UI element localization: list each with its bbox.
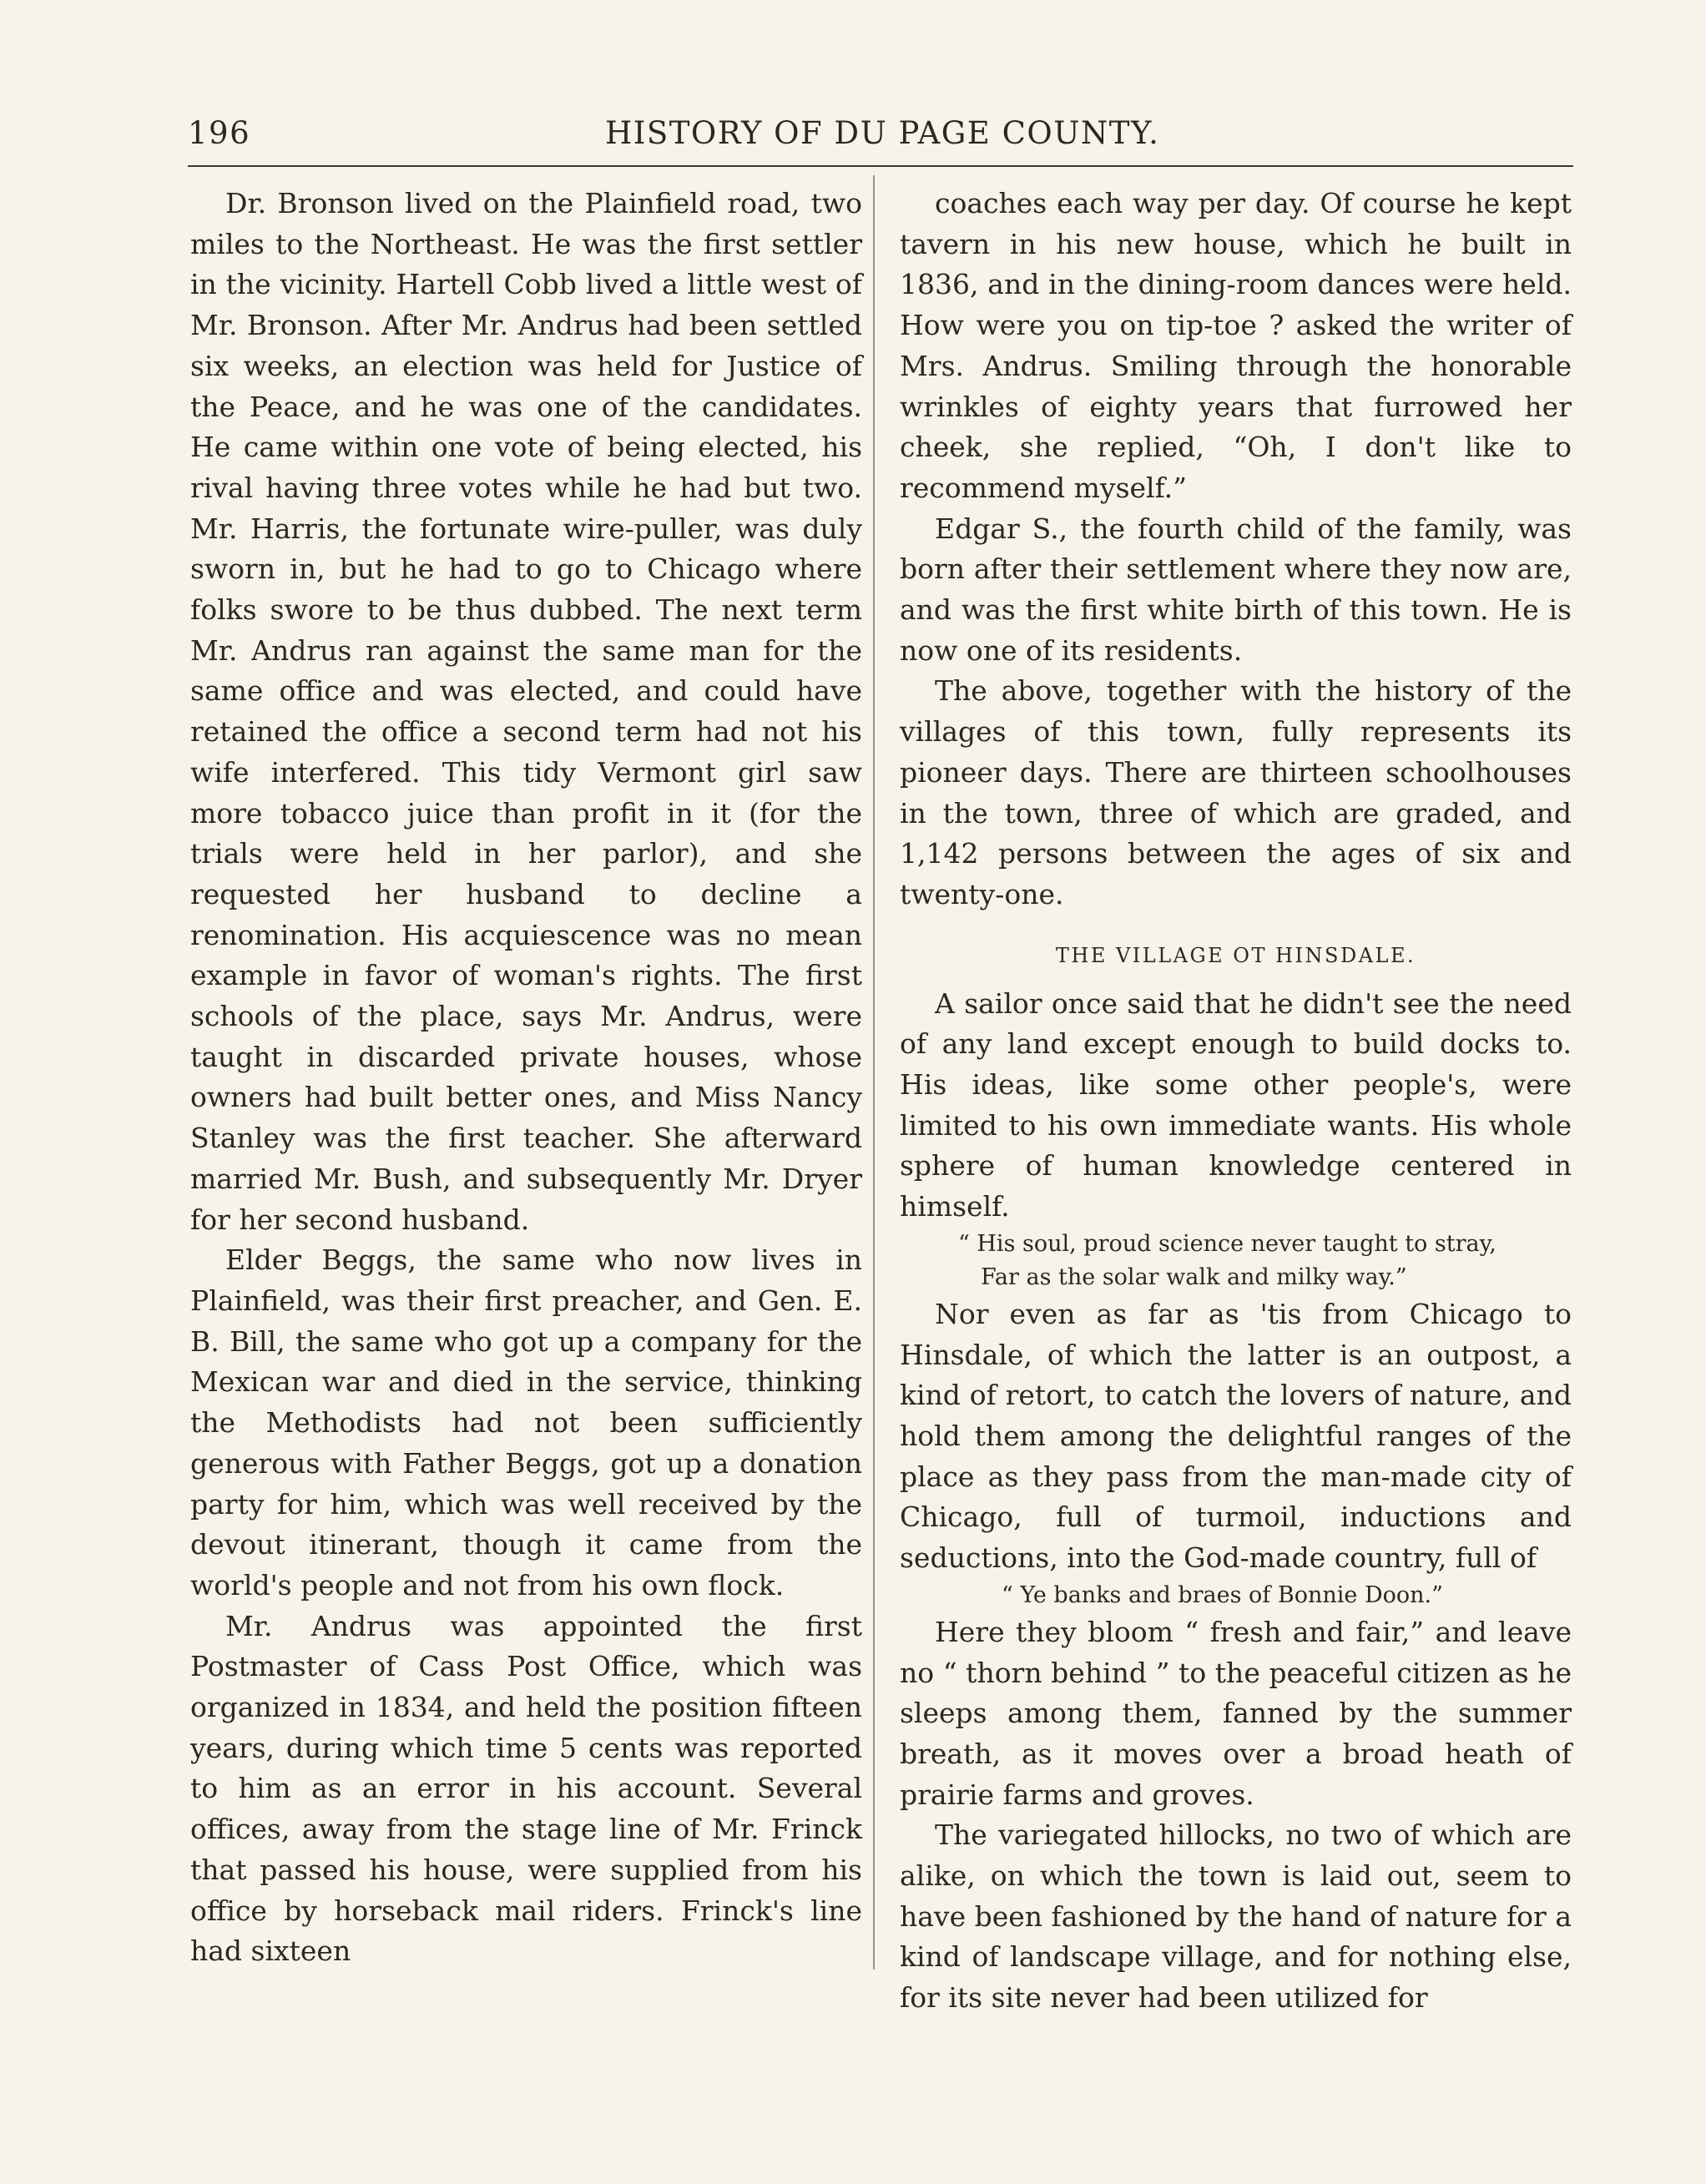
header-rule — [188, 165, 1573, 167]
verse-line: “ His soul, proud science never taught to stray, — [958, 1230, 1497, 1257]
running-head — [188, 113, 1573, 154]
paragraph: Edgar S., the fourth child of the family, was born after their settlement where they now are, and was the first white birth of this town. He is now one of its residents. — [900, 512, 1572, 667]
paragraph: A sailor once said that he didn't see the need of any land except enough to build docks to. His ideas, like some other people's, were limited to his own immediate wants. His whole sphere of human knowledge centered in himself. — [900, 986, 1572, 1223]
paragraph: The variegated hillocks, no two of which are alike, on which the town is laid out, seem to have been fashioned by the hand of nature for a kind of landscape village, and for nothing else, for its site never had been utilized for — [900, 1818, 1572, 2015]
running-title: HISTORY OF DU PAGE COUNTY. — [605, 115, 1160, 151]
verse-line: “ Ye banks and braes of Bonnie Doon.” — [1002, 1581, 1443, 1608]
left-column — [190, 184, 862, 1972]
section-heading: THE VILLAGE OT HINSDALE. — [1055, 943, 1416, 967]
page-number: 196 — [188, 115, 251, 151]
paragraph: Dr. Bronson lived on the Plainfield road, two miles to the Northeast. He was the first settler in the vicinity. Hartell Cobb lived a little west of Mr. Bronson. After Mr. Andrus had been settled six weeks, an election was held for Justice of the Peace, and he was one of the candidates. He came within one vote of being elected, his rival having three votes while he had but two. Mr. Harris, the fortunate wire-puller, was duly sworn in, but he had to go to Chicago where folks swore to be thus dubbed. The next term Mr. Andrus ran against the same man for the same office and was elected, and could have retained the office a second term had not his wife interfered. This tidy Vermont girl saw more tobacco juice than profit in it (for the trials were held in her parlor), and she requested her husband to decline a renomination. His acquiescence was no mean example in favor of woman's rights. The first schools of the place, says Mr. Andrus, were taught in discarded private houses, whose owners had built better ones, and Miss Nancy Stanley was the first teacher. She afterward married Mr. Bush, and subsequently Mr. Dryer for her second husband. — [190, 187, 862, 1236]
paragraph: Nor even as far as 'tis from Chicago to Hinsdale, of which the latter is an outpost, a kind of retort, to catch the lovers of nature, and hold them among the delightful ranges of the place as they pass from the man-made city of Chicago, full of turmoil, inductions and seductions, into the God-made country, full of — [900, 1297, 1572, 1575]
verse-line: Far as the solar walk and milky way.” — [981, 1263, 1407, 1290]
paragraph: Elder Beggs, the same who now lives in Plainfield, was their first preacher, and Gen. E. B. Bill, the same who got up a company for the Mexican war and died in the service, thinking the Methodists had not been sufficiently generous with Father Beggs, got up a donation party for him, which was well received by the devout itinerant, though it came from the world's people and not from his own flock. — [190, 1243, 862, 1601]
column-divider — [873, 175, 875, 1970]
paragraph: Here they bloom “ fresh and fair,” and leave no “ thorn behind ” to the peaceful citizen as he sleeps among them, fanned by the summer breath, as it moves over a broad heath of prairie farms and groves. — [900, 1615, 1572, 1811]
paragraph: Mr. Andrus was appointed the first Postmaster of Cass Post Office, which was organized in 1834, and held the position fifteen years, during which time 5 cents was reported to him as an error in his account. Several offices, away from the stage line of Mr. Frinck that passed his house, were supplied from his office by horseback mail riders. Frinck's line had sixteen — [190, 1609, 862, 1968]
right-column — [900, 184, 1572, 2019]
paragraph: The above, together with the history of the villages of this town, fully represents its pioneer days. There are thirteen schoolhouses in the town, three of which are graded, and 1,142 persons between the ages of six and twenty-one. — [900, 674, 1572, 910]
paragraph: coaches each way per day. Of course he kept tavern in his new house, which he built in 1836, and in the dining-room dances were held. How were you on tip-toe ? asked the writer of Mrs. Andrus. Smiling through the honorable wrinkles of eighty years that furrowed her cheek, she replied, “Oh, I don't like to recommend myself.” — [900, 187, 1572, 504]
